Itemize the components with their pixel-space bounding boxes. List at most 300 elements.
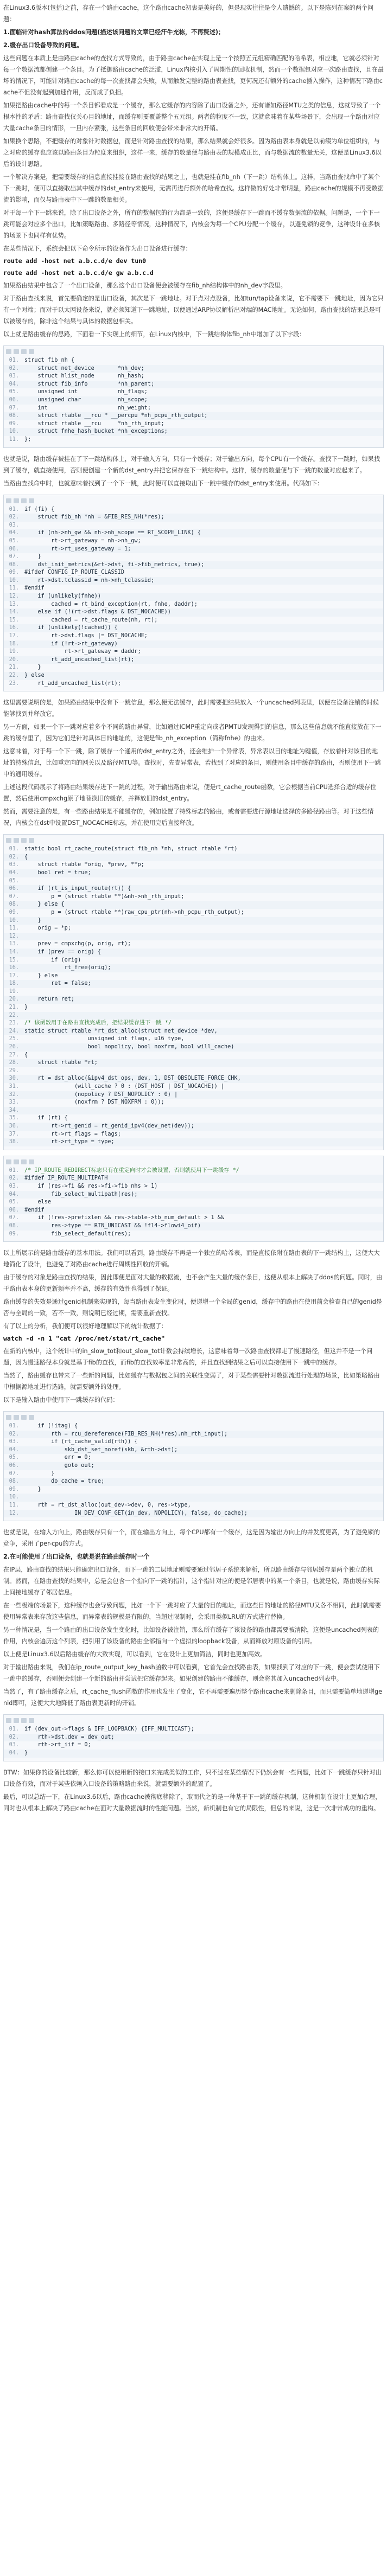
line-number: 19. xyxy=(9,988,19,995)
code-text: rt_add_uncached_list(rt); xyxy=(24,656,135,663)
code-line xyxy=(4,648,383,656)
line-number: 06. xyxy=(9,1463,19,1469)
paragraph: 也就是说，在输入方向上，路由缓存只有一个，而在输出方向上，每个CPU都有一个缓存，这是因为输出方向上的并发度更高，为了避免锁的竞争，采用了per-cpu的方式。 xyxy=(3,1529,380,1548)
code-text: unsigned char nh_scope; xyxy=(24,396,148,403)
line-number: 30. xyxy=(9,1075,19,1082)
code-line xyxy=(4,1012,383,1020)
code-toolbar xyxy=(4,1415,383,1421)
line-number: 03. xyxy=(9,373,19,380)
line-number: 01. xyxy=(9,1423,19,1430)
code-line xyxy=(4,1067,383,1075)
view-source-icon[interactable] xyxy=(6,1415,11,1420)
line-number: 23. xyxy=(9,1020,19,1027)
line-number: 08. xyxy=(9,561,19,568)
code-text: rt->rt_genid = rt_genid_ipv4(dev_net(dev)); xyxy=(24,1123,194,1129)
print-icon[interactable] xyxy=(21,1718,27,1723)
line-number: 02. xyxy=(9,854,19,860)
code-line xyxy=(4,845,383,854)
line-number: 18. xyxy=(9,981,19,987)
code-toolbar xyxy=(4,1718,383,1725)
code-text: rt_free(orig); xyxy=(24,965,111,971)
code-text: } xyxy=(24,664,41,671)
code-line xyxy=(4,1138,383,1146)
code-text: rt = dst_alloc(&ipv4_dst_ops, dev, 1, DST_OBSOLETE_FORCE_CHK, xyxy=(24,1075,241,1082)
code-toolbar xyxy=(4,349,383,356)
command-line: route add -host net a.b.c.d/e dev tun0 xyxy=(3,257,147,265)
code-line xyxy=(4,664,383,672)
line-number: 11. xyxy=(9,436,19,443)
code-text: if (!itag) { xyxy=(24,1423,78,1430)
article-section-conclusion xyxy=(3,1767,384,1814)
paragraph: 2.在可能使用了出口设备，也就是说在路由缓存时一个 xyxy=(3,1553,150,1561)
code-text: ret = false; xyxy=(24,981,91,987)
line-number: 04. xyxy=(9,1446,19,1453)
line-number: 27. xyxy=(9,1052,19,1058)
code-line xyxy=(4,940,383,949)
code-text: if (res->fi && res->fi->fib_nhs > 1) xyxy=(24,1183,158,1189)
code-line xyxy=(4,1091,383,1099)
paragraph: 如果路由结果中包含了一个出口设备，那么这个出口设备便会被缓存在fib_nh结构体中的nh_dev字段里。 xyxy=(3,282,287,289)
line-number: 11. xyxy=(9,585,19,592)
copy-icon[interactable] xyxy=(14,1415,19,1420)
print-icon[interactable] xyxy=(21,498,27,503)
line-number: 09. xyxy=(9,1486,19,1492)
print-icon[interactable] xyxy=(21,1159,27,1164)
code-text: if (prev == orig) { xyxy=(24,949,101,955)
code-line xyxy=(4,640,383,649)
code-text: #endif xyxy=(24,585,45,592)
line-number: 05. xyxy=(9,537,19,544)
code-line xyxy=(4,656,383,664)
line-number: 10. xyxy=(9,1494,19,1501)
paragraph: 当然了，路由缓存也带来了一些新的问题，比如缓存与数据包之间的关联性变弱了，对于某些需要针对数据流进行处理的场景，比如策略路由中根据源地址进行选路，就需要额外的处理。 xyxy=(3,1372,380,1391)
paragraph: 这里需要说明的是，如果路由结果中没有下一跳信息，那么便无法缓存，此时需要把结果放入一个uncached列表里，以便在设备注销的时候能够找到并释放它。 xyxy=(3,699,379,718)
code-line xyxy=(4,1741,383,1750)
code-listing xyxy=(3,834,384,1150)
line-number: 20. xyxy=(9,996,19,1003)
code-text: } xyxy=(24,554,41,560)
line-number: 12. xyxy=(9,593,19,600)
article-section-output xyxy=(3,1527,384,1709)
code-text: do_cache = true; xyxy=(24,1478,105,1485)
code-line xyxy=(4,909,383,917)
code-text: res->type == RTN_UNICAST && !fl4->flowi4_oif) xyxy=(24,1222,201,1229)
line-number: 03. xyxy=(9,862,19,868)
code-line xyxy=(4,1486,383,1494)
code-toolbar xyxy=(4,498,383,505)
paragraph: 当路由查找命中时，也就意味着找到了一个下一跳，此时便可以直接取出下一跳中缓存的dst_entry来使用。代码如下： xyxy=(3,479,323,487)
code-text: bool nopolicy, bool noxfrm, bool will_cache) xyxy=(24,1044,234,1050)
line-number: 01. xyxy=(9,846,19,853)
code-text: struct fib_nh *nh = &FIB_RES_NH(*res); xyxy=(24,514,164,521)
code-line xyxy=(4,632,383,640)
paragraph: 这些问题在本质上是由路由cache的查找方式导致的，由于路由cache在实现上是一个按照五元组精确匹配的哈希表，相应地，它就必须针对每一个数据流都创建一个条目。为了抵御路由cache的泛滥，Linux内核引入了周期性的回收机制，然而一个数据包对应一次路由查找，且在最坏的情况下，可能针对路由cache的每一次查找都会失败，从而触发完整的路由表查找，更何况还有额外的cache插入操作，这种情况下路由cache不但没有起到加速作用，反而成了负担。 xyxy=(3,55,384,96)
print-icon[interactable] xyxy=(21,838,27,843)
line-number: 25. xyxy=(9,1036,19,1042)
help-icon[interactable] xyxy=(29,498,34,503)
paragraph: 对于每一个下一跳来说，除了出口设备之外，所有的数据包的行为都是一致的，这便是缓存下一跳而不缓存数据流的依据。问题是，一个下一跳可能会对应多个出口，比如策略路由、多路径等情况，这种情况下，内核会为每一个CPU分配一个缓存，以避免锁的竞争，这种设计在多核的场景下也同样有优势。 xyxy=(3,209,380,239)
code-line xyxy=(4,1075,383,1083)
code-text: rt_add_uncached_list(rt); xyxy=(24,680,121,687)
code-text: IN_DEV_CONF_GET(in_dev, NOPOLICY), false, do_cache); xyxy=(24,1510,248,1516)
paragraph: BTW：如果你的设备比较新，那么你可以使用新的接口来完成类似的工作，只不过在某些情况下仍然会有一些问题，比如下一跳缓存只针对出口设备有效，而对于某些依赖入口设备的策略路由来说，就需要额外的配置了。 xyxy=(3,1768,382,1787)
code-text: bool ret = true; xyxy=(24,869,91,876)
paragraph: 也就是说，路由缓存被挂在了下一跳结构体上，对于输入方向，只有一个缓存；对于输出方向，每个CPU有一个缓存。查找下一跳时，如果找到了缓存，就直接使用，否则便创建一个新的dst_entry并把它保存在下一跳结构中。这样，缓存的数量便与下一跳的数量对应起来了。 xyxy=(3,455,380,474)
copy-icon[interactable] xyxy=(14,1159,19,1164)
help-icon[interactable] xyxy=(29,838,34,843)
code-text: if (dev_out->flags & IFF_LOOPBACK) {IFF_MULTICAST}; xyxy=(24,1726,194,1733)
copy-icon[interactable] xyxy=(14,498,19,503)
code-text: rth->rt_iif = 0; xyxy=(24,1742,91,1748)
code-line xyxy=(4,901,383,909)
code-text: #endif xyxy=(24,1207,45,1213)
line-number: 23. xyxy=(9,680,19,687)
code-line xyxy=(4,546,383,554)
code-line xyxy=(4,869,383,877)
line-number: 03. xyxy=(9,1742,19,1748)
code-text: { xyxy=(24,854,28,860)
line-number: 06. xyxy=(9,886,19,892)
view-source-icon[interactable] xyxy=(6,349,11,354)
code-line xyxy=(4,917,383,925)
line-number: 16. xyxy=(9,625,19,631)
line-number: 04. xyxy=(9,381,19,387)
command-line: route add -host net a.b.c.d/e gw a.b.c.d xyxy=(3,269,154,277)
code-text: if (unlikely(!cached)) { xyxy=(24,625,118,631)
code-text: static struct rtable *rt_dst_alloc(struct net_device *dev, xyxy=(24,1028,218,1034)
code-line xyxy=(4,428,383,436)
line-number: 34. xyxy=(9,1107,19,1113)
code-text: dst_init_metrics(&rt->dst, fi->fib_metrics, true); xyxy=(24,561,205,568)
code-line xyxy=(4,624,383,632)
code-line xyxy=(4,672,383,680)
code-text: return ret; xyxy=(24,996,75,1003)
line-number: 24. xyxy=(9,1028,19,1034)
command-list xyxy=(3,256,384,278)
code-text: else xyxy=(24,1199,52,1206)
code-block-loopback xyxy=(3,1714,384,1761)
paragraph: 最后，可以总结一下，在Linux3.6以后，路由cache被彻底移除了，取而代之的是一种基于下一跳的缓存机制，这种机制在设计上更加合理，同时也从根本上解决了路由cache在面对大量数据流时的性能问题。当然，新机制也有它的局限性，但总的来说，这是一次非常成功的重构。 xyxy=(3,1793,382,1812)
code-line xyxy=(4,1043,383,1052)
code-text: int nh_weight; xyxy=(24,405,151,411)
line-number: 13. xyxy=(9,601,19,607)
help-icon[interactable] xyxy=(29,1159,34,1164)
code-text: struct rtable __rcu *nh_rth_input; xyxy=(24,420,164,427)
line-number: 31. xyxy=(9,1084,19,1090)
line-number: 05. xyxy=(9,389,19,395)
code-text: } xyxy=(24,1750,28,1756)
code-listing xyxy=(3,1156,384,1242)
paragraph: 1.面临针对hash算法的ddos问题(描述该问题的文章已经汗牛充栋，不再赘述)； xyxy=(3,29,225,36)
code-line xyxy=(4,1035,383,1043)
code-text: struct fnhe_hash_bucket *nh_exceptions; xyxy=(24,428,168,435)
code-toolbar xyxy=(4,1159,383,1166)
code-text: if (rt_cache_valid(rth)) { xyxy=(24,1439,138,1445)
code-line xyxy=(4,577,383,585)
code-text: static bool rt_cache_route(struct fib_nh *nh, struct rtable *rt) xyxy=(24,846,238,853)
code-line xyxy=(4,1167,383,1175)
code-text: { xyxy=(24,1052,28,1058)
code-line xyxy=(4,1510,383,1518)
code-block-bind-exception xyxy=(3,495,384,692)
paragraph: 如果换个思路，不把缓存的对象针对数据包，而是针对路由查找的结果，那么结果就会好很多。因为路由表本身就是以前缀为单位组织的，与之对应的缓存也应该以路由条目为粒度来组织，这样一来，缓存的数量便与路由表的规模成正比，而与数据流的数量无关，这便是Linux3.6以后的设计思路。 xyxy=(3,138,382,168)
code-line xyxy=(4,1478,383,1486)
view-source-icon[interactable] xyxy=(6,1159,11,1164)
line-number: 03. xyxy=(9,1183,19,1189)
paragraph: 在新的内核中，这个统计中的in_slow_tot和out_slow_tot计数会持续增长，这意味着每一次路由查找都走了慢速路径，但这并不是一个问题，因为慢速路径本身就是基于fib的查找，而fib的查找效率是非常高的，并且查找到结果之后可以直接使用下一跳中的缓存。 xyxy=(3,1348,373,1367)
line-number: 21. xyxy=(9,1004,19,1011)
copy-icon[interactable] xyxy=(14,349,19,354)
line-number: 06. xyxy=(9,396,19,403)
line-number: 07. xyxy=(9,1470,19,1477)
copy-icon[interactable] xyxy=(14,838,19,843)
line-number: 32. xyxy=(9,1091,19,1098)
article-section-intro xyxy=(3,2,384,254)
line-number: 09. xyxy=(9,569,19,576)
line-number: 20. xyxy=(9,656,19,663)
code-text: skb_dst_set_noref(skb, &rth->dst); xyxy=(24,1446,178,1453)
code-text xyxy=(24,1107,383,1115)
paragraph: 路由缓存的失效是通过genid机制来实现的，每当路由表发生变化时，便递增一个全局的genid，缓存中的路由在使用前会检查自己的genid是否与全局的一致，若不一致，则说明已经过期，需要重新查找。 xyxy=(3,1298,382,1317)
line-number: 01. xyxy=(9,506,19,512)
code-text: fib_select_default(res); xyxy=(24,1231,131,1237)
paragraph: 以上就是路由缓存的思路，下面看一下实现上的细节，在Linux内核中，下一跳结构体fib_nh中增加了以下字段： xyxy=(3,331,306,338)
code-line xyxy=(4,964,383,972)
line-number: 01. xyxy=(9,357,19,363)
code-text: } xyxy=(24,1470,55,1477)
code-text: struct rtable *rt; xyxy=(24,1060,98,1066)
code-line xyxy=(4,1183,383,1191)
line-number: 07. xyxy=(9,1215,19,1221)
line-number: 36. xyxy=(9,1123,19,1129)
code-text: rth = rcu_dereference(FIB_RES_NH(*res).nh_rth_input); xyxy=(24,1431,228,1437)
code-line xyxy=(4,601,383,609)
code-line xyxy=(4,1750,383,1758)
paragraph: 以上所展示的是路由缓存的基本用法。我们可以看到，路由缓存不再是一个独立的哈希表，而是直接依附在路由表的下一跳结构上，这便大大地简化了设计，也避免了对路由cache进行周期性回收的开销。 xyxy=(3,1249,380,1268)
help-icon[interactable] xyxy=(29,1415,34,1420)
code-text: orig = *p; xyxy=(24,925,71,932)
code-text: struct net_device *nh_dev; xyxy=(24,365,144,371)
line-number: 05. xyxy=(9,1199,19,1206)
line-number: 12. xyxy=(9,1510,19,1516)
code-text: goto out; xyxy=(24,1463,94,1469)
code-text: cached = rt_cache_route(nh, rt); xyxy=(24,617,158,623)
view-source-icon[interactable] xyxy=(6,1718,11,1723)
line-number: 14. xyxy=(9,609,19,616)
paragraph: 当然了，有了路由缓存之后，rt_cache_flush函数的作用也发生了变化，它不再需要遍历整个路由cache来删除条目，而只需要简单地递增genid即可，这便大大地降低了路由表更新时的开销。 xyxy=(3,1688,383,1707)
code-text: } else xyxy=(24,972,58,979)
code-text: rt->rt_gateway = nh->nh_gw; xyxy=(24,537,141,544)
code-line xyxy=(4,980,383,988)
code-line xyxy=(4,957,383,965)
code-line xyxy=(4,1502,383,1510)
line-number: 09. xyxy=(9,1231,19,1237)
code-text: p = (struct rtable **)&nh->nh_rth_input; xyxy=(24,893,185,900)
code-text: struct rtable *orig, *prev, **p; xyxy=(24,862,144,868)
line-number: 28. xyxy=(9,1060,19,1066)
line-number: 17. xyxy=(9,633,19,639)
line-number: 01. xyxy=(9,1726,19,1733)
code-line xyxy=(4,1214,383,1222)
help-icon[interactable] xyxy=(29,349,34,354)
paragraph: 这意味着，对于每一个下一跳，除了缓存一个通用的dst_entry之外，还会维护一个异常表，异常表以目的地址为键值，存放着针对该目的地址的特殊信息，比如重定向的网关以及路径MTU等。查找时，先查异常表，若找到了对应的条目，则使用条目中缓存的路由，否则使用下一跳中的通用缓存。 xyxy=(3,748,381,778)
code-text: rth->dst.dev = dev_out; xyxy=(24,1734,115,1740)
code-text: struct fib_nh { xyxy=(24,357,75,363)
code-line xyxy=(4,522,383,530)
code-line xyxy=(4,972,383,981)
code-line xyxy=(4,1199,383,1207)
code-line xyxy=(4,373,383,381)
paragraph: 在IP层，路由查找的结果只能确定出口设备，而下一跳的二层地址则需要通过邻居子系统来解析，所以路由缓存与邻居缓存是两个独立的机制。然而，在路由查找的结果中，总是会包含一个指向下一跳的指针，这个指针对应的便是邻居表中的某一个条目，也就是说，路由缓存实际上间接地缓存了邻居信息。 xyxy=(3,1566,380,1597)
paragraph: 一个解决方案是，把需要缓存的信息直接挂接在路由查找的结果之上，也就是挂在fib_nh（下一跳）结构体上。这样，当路由查找命中了某个下一跳时，便可以直接取出其中缓存的dst_entry来使用，无需再进行额外的哈希查找。这样做的好处非常明显，路由cache的规模不再受数据流的影响，而仅与路由表中下一跳的数量相关。 xyxy=(3,174,384,203)
code-line xyxy=(4,365,383,373)
line-number: 22. xyxy=(9,672,19,678)
code-text: #ifdef IP_ROUTE_MULTIPATH xyxy=(24,1175,108,1182)
line-number: 09. xyxy=(9,909,19,915)
paragraph: 2.缓存出口设备导致的问题。 xyxy=(3,42,83,49)
line-number: 02. xyxy=(9,1175,19,1182)
view-source-icon[interactable] xyxy=(6,838,11,843)
code-line xyxy=(4,412,383,420)
code-line xyxy=(4,1028,383,1036)
code-line xyxy=(4,1059,383,1067)
line-number: 08. xyxy=(9,1222,19,1229)
code-line xyxy=(4,1114,383,1123)
line-number: 05. xyxy=(9,1454,19,1461)
print-icon[interactable] xyxy=(21,349,27,354)
code-text: #ifdef CONFIG_IP_ROUTE_CLASSID xyxy=(24,569,125,576)
code-line xyxy=(4,877,383,886)
code-line xyxy=(4,1470,383,1478)
line-number: 09. xyxy=(9,420,19,427)
line-number: 10. xyxy=(9,917,19,924)
code-text: rth = rt_dst_alloc(out_dev->dev, 0, res->type, xyxy=(24,1502,191,1509)
line-number: 16. xyxy=(9,965,19,971)
code-line xyxy=(4,933,383,941)
line-number: 14. xyxy=(9,949,19,955)
code-listing xyxy=(3,345,384,448)
line-number: 22. xyxy=(9,1012,19,1018)
paragraph: 如果把路由cache中的每一个条目都看成是一个缓存，那么它缓存的内容除了出口设备之外，还有诸如路径MTU之类的信息，这就导致了一个根本性的矛盾：路由查找仅关心目的地址，而缓存则要覆盖整个五元组。两者的粒度不一致，这就意味着在某些场景下，会出现一个路由对应大量cache条目的情形，一旦内存紧张，这些条目的回收便会带来非常大的开销。 xyxy=(3,102,381,132)
code-line xyxy=(4,357,383,365)
paragraph: 以下是输入路由中使用下一跳缓存的代码： xyxy=(3,1396,119,1404)
line-number: 18. xyxy=(9,640,19,647)
code-line xyxy=(4,396,383,405)
code-text: rt->dst.tclassid = nh->nh_tclassid; xyxy=(24,577,155,584)
code-line xyxy=(4,1020,383,1028)
code-line xyxy=(4,388,383,396)
code-line xyxy=(4,1431,383,1439)
code-line xyxy=(4,405,383,413)
code-line xyxy=(4,1123,383,1131)
code-line xyxy=(4,1726,383,1734)
line-number: 01. xyxy=(9,1167,19,1174)
code-text xyxy=(24,1067,383,1075)
code-toolbar xyxy=(4,838,383,844)
paragraph: 对于路由查找来说，首先要确定的是出口设备，其次是下一跳地址。对于点对点设备，比如tun/tap设备来说，它不需要下一跳地址，因为它只有一个对端；而对于以太网设备来说，就必须知道下一跳地址，以便通过ARP协议解析出对端的MAC地址。无论如何，路由查找的结果总是可以被缓存的，除非这个结果与具体的数据包相关。 xyxy=(3,295,384,325)
code-line xyxy=(4,893,383,901)
line-number: 15. xyxy=(9,957,19,963)
copy-icon[interactable] xyxy=(14,1718,19,1723)
code-block-input-route xyxy=(3,1411,384,1521)
paragraph: 上述这段代码展示了将路由结果缓存进下一跳的过程，对于输出路由来说，便是rt_cache_route函数，它会根据当前CPU选择合适的缓存位置，然后使用cmpxchg原子地替换旧的缓存，并释放旧的dst_entry。 xyxy=(3,784,377,803)
code-listing xyxy=(3,1714,384,1761)
article-section-summary xyxy=(3,1247,384,1332)
line-number: 19. xyxy=(9,649,19,655)
paragraph: 以上便是Linux3.6以后路由缓存的大致实现，可以看到，它在设计上更加简洁，同时也更加高效。 xyxy=(3,1651,267,1658)
code-listing xyxy=(3,1411,384,1521)
line-number: 07. xyxy=(9,554,19,560)
line-number: 38. xyxy=(9,1139,19,1145)
code-line xyxy=(4,1099,383,1107)
code-text: prev = cmpxchg(p, orig, rt); xyxy=(24,941,131,947)
line-number: 10. xyxy=(9,577,19,584)
code-text: (nopolicy ? DST_NOPOLICY : 0) | xyxy=(24,1091,178,1098)
code-line xyxy=(4,925,383,933)
code-text xyxy=(24,1494,383,1502)
code-text: } else { xyxy=(24,901,65,908)
code-line xyxy=(4,1438,383,1446)
help-icon[interactable] xyxy=(29,1718,34,1723)
code-line xyxy=(4,996,383,1004)
line-number: 02. xyxy=(9,1431,19,1437)
code-line xyxy=(4,506,383,514)
line-number: 07. xyxy=(9,893,19,900)
code-text: (noxfrm ? DST_NOXFRM : 0)); xyxy=(24,1099,164,1106)
code-text: rt->rt_flags = flags; xyxy=(24,1131,121,1137)
code-line xyxy=(4,593,383,601)
line-number: 08. xyxy=(9,1478,19,1485)
code-line xyxy=(4,680,383,688)
line-number: 10. xyxy=(9,428,19,435)
code-line xyxy=(4,436,383,444)
code-line xyxy=(4,608,383,617)
code-line xyxy=(4,585,383,593)
line-number: 07. xyxy=(9,405,19,411)
code-line xyxy=(4,1734,383,1742)
line-number: 12. xyxy=(9,933,19,939)
code-line xyxy=(4,1191,383,1199)
code-text: fib_select_multipath(res); xyxy=(24,1191,138,1197)
article-section-exception xyxy=(3,697,384,829)
view-source-icon[interactable] xyxy=(6,498,11,503)
code-line xyxy=(4,885,383,893)
code-text: rt->rt_gateway = daddr; xyxy=(24,649,141,655)
code-text xyxy=(24,933,383,941)
code-text: (will_cache ? 0 : (DST_HOST | DST_NOCACHE)) | xyxy=(24,1084,225,1090)
code-line xyxy=(4,514,383,522)
code-line xyxy=(4,1231,383,1239)
code-text: if (!res->prefixlen && res->table->tb_num_default > 1 && xyxy=(24,1215,225,1221)
code-text: unsigned int flags, u16 type, xyxy=(24,1036,185,1042)
code-text: } else xyxy=(24,672,45,678)
paragraph: 有了以上的分析，我们便可以很好地理解以下的统计数据了： xyxy=(3,1323,168,1330)
line-number: 37. xyxy=(9,1131,19,1137)
code-text: p = (struct rtable **)raw_cpu_ptr(nh->nh_pcpu_rth_output); xyxy=(24,909,244,915)
print-icon[interactable] xyxy=(21,1415,27,1420)
code-text: rt->dst.flags |= DST_NOCACHE; xyxy=(24,633,148,639)
line-number: 02. xyxy=(9,1734,19,1740)
code-line xyxy=(4,1131,383,1139)
code-line xyxy=(4,381,383,389)
code-text xyxy=(24,1012,383,1020)
line-number: 04. xyxy=(9,530,19,536)
code-text: struct hlist_node nh_hash; xyxy=(24,373,144,380)
line-number: 26. xyxy=(9,1044,19,1050)
article-section-lookup xyxy=(3,453,384,489)
code-text xyxy=(24,877,383,886)
line-number: 02. xyxy=(9,365,19,371)
